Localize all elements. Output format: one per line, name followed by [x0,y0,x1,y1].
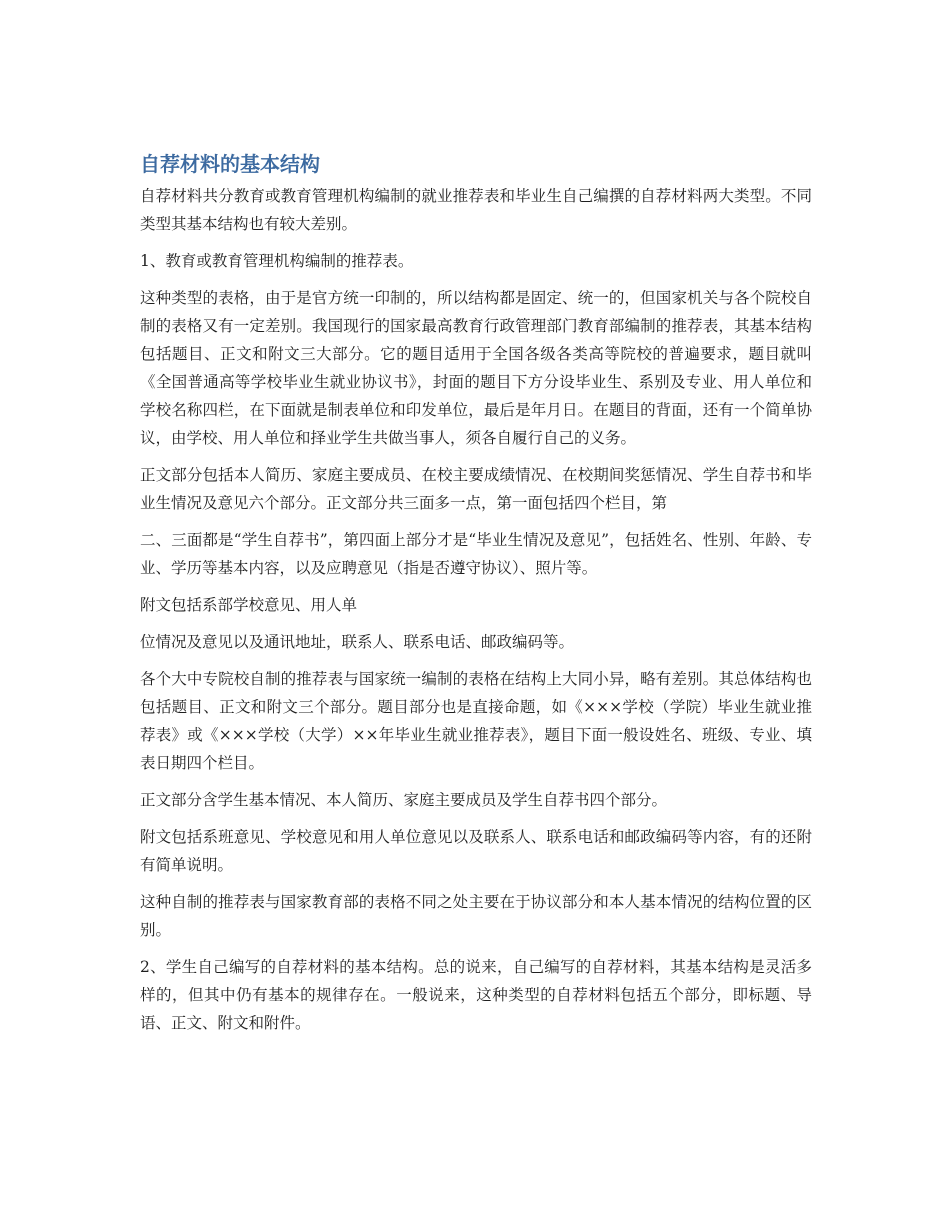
paragraph-difference: 这种自制的推荐表与国家教育部的表格不同之处主要在于协议部分和本人基本情况的结构位置的区别。 [140,893,812,939]
paragraph-section-2: 2、学生自己编写的自荐材料的基本结构。总的说来，自己编写的自荐材料，其基本结构是灵活多样的，但其中仍有基本的规律存在。一般说来，这种类型的自荐材料包括五个部分，即标题、导语、正文、附文和附件。 [140,958,812,1032]
paragraph-school-body: 正文部分含学生基本情况、本人简历、家庭主要成员及学生自荐书四个部分。 [140,791,668,809]
paragraph-official-form: 这种类型的表格，由于是官方统一印制的，所以结构都是固定、统一的，但国家机关与各个院校自制的表格又有一定差别。我国现行的国家最高教育行政管理部门教育部编制的推荐表，其基本结构包括题目、正文和附文三大部分。它的题目适用于全国各级各类高等院校的普遍要求，题目就叫《全国普通高等学校毕业生就业协议书》，封面的题目下方分设毕业生、系别及专业、用人单位和学校名称四栏，在下面就是制表单位和印发单位，最后是年月日。在题目的背面，还有一个简单协议，由学校、用人单位和择业学生共做当事人，须各自履行自己的义务。 [140,289,812,447]
paragraph-school-appendix: 附文包括系班意见、学校意见和用人单位意见以及联系人、联系电话和邮政编码等内容，有的还附有简单说明。 [140,828,812,874]
paragraph-appendix-b: 位情况及意见以及通讯地址，联系人、联系电话、邮政编码等。 [140,633,575,651]
paragraph-appendix-a: 附文包括系部学校意见、用人单 [140,596,358,614]
paragraph-intro: 自荐材料共分教育或教育管理机构编制的就业推荐表和毕业生自己编撰的自荐材料两大类型。不同类型其基本结构也有较大差别。 [140,187,812,233]
paragraph-section-1-heading: 1、教育或教育管理机构编制的推荐表。 [140,252,414,270]
paragraph-body-part-a: 正文部分包括本人简历、家庭主要成员、在校主要成绩情况、在校期间奖惩情况、学生自荐书和毕业生情况及意见六个部分。正文部分共三面多一点，第一面包括四个栏目，第 [140,466,812,512]
document-page [140,148,812,1046]
paragraph-school-forms: 各个大中专院校自制的推荐表与国家统一编制的表格在结构上大同小异，略有差别。其总体结构也包括题目、正文和附文三个部分。题目部分也是直接命题，如《×××学校（学院）毕业生就业推荐表》或《×××学校（大学）××年毕业生就业推荐表》，题目下面一般设姓名、班级、专业、填表日期四个栏目。 [140,670,812,772]
paragraph-body-part-b: 二、三面都是“学生自荐书”，第四面上部分才是“毕业生情况及意见”，包括姓名、性别、年龄、专业、学历等基本内容，以及应聘意见（指是否遵守协议）、照片等。 [140,531,812,577]
document-title: 自荐材料的基本结构 [140,152,320,176]
